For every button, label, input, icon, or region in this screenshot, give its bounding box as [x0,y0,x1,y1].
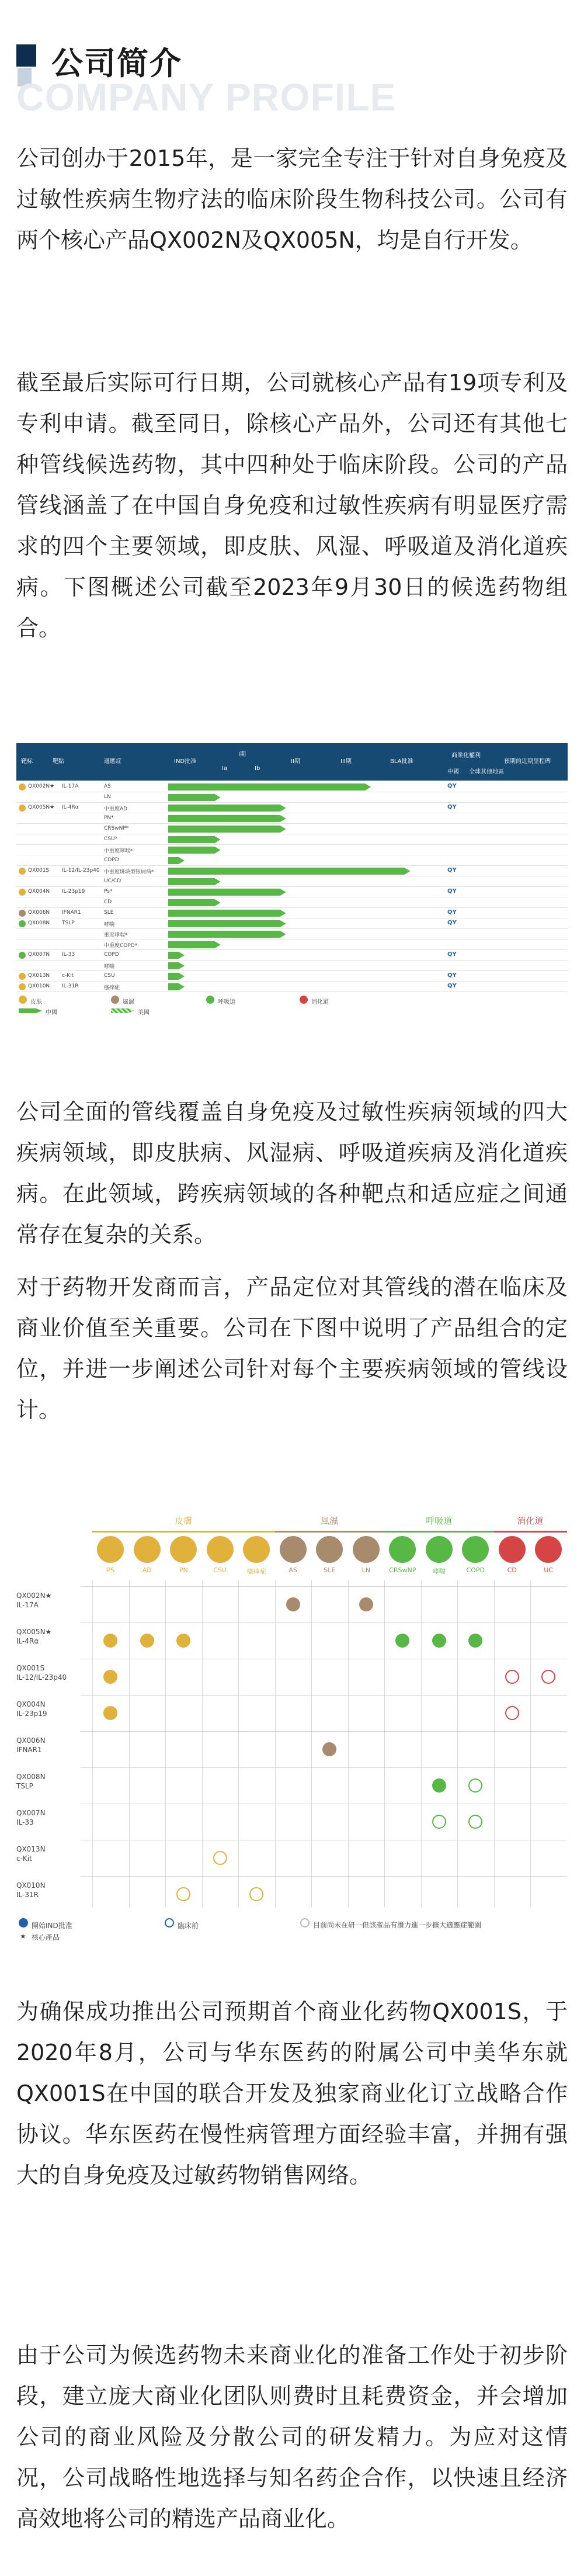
legend-core-label: 核心產品 [32,1933,60,1941]
matrix-mark [103,1634,117,1648]
section-title: 公司简介 [51,45,182,82]
drug-area-dot [19,868,26,875]
pipeline-progress-bar [168,952,185,959]
pipeline-progress-bar [168,878,221,885]
pipeline-progress-bar [168,962,185,969]
rights-logo: QY [447,867,457,873]
drug-name: QX006N [28,910,50,916]
th-site: 靶點 [53,758,64,765]
indication-label: 中重度COPD* [104,943,138,949]
matrix-group-label: 風濕 [275,1509,385,1533]
pipeline-row [16,855,568,866]
indication-label: 瘙痒症 [104,985,120,991]
matrix-row-label: QX002N★ IL-17A [16,1592,52,1609]
pipeline-row [16,982,568,992]
paragraph-coverage: 公司全面的管线覆盖自身免疫及过敏性疾病领域的四大疾病领域，即皮肤病、风湿病、呼吸道疾病及消化道疾病。在此领域，跨疾病领域的各种靶点和适应症之间通常存在复杂的关系。 [16,1099,568,1247]
indication-column-label: CD [507,1566,517,1574]
indication-label: UC/CD [104,878,121,884]
drug-area-dot [19,783,26,791]
th-ind: IND批准 [174,758,197,765]
pipeline-progress-bar [168,941,221,948]
pipeline-progress-bar [168,868,410,875]
paragraph-positioning: 对于药物开发商而言，产品定位对其管线的潜在临床及商业价值至关重要。公司在下图中说明了产品组合的定位，并进一步阐述公司针对每个主要疾病领域的管线设计。 [16,1274,568,1423]
paragraph-commercialization: 由于公司为候选药物未来商业化的准备工作处于初步阶段，建立庞大商业化团队则费时且耗费资金，并会增加公司的商业风险及分散公司的研发精力。为应对这情况，公司战略性地选择与知名药企合作，以快速且经济高效地将公司的精选产品商业化。 [16,2342,568,2532]
indication-label: PN* [104,815,114,821]
pipeline-row [16,866,568,876]
matrix-row-label: QX005N★ IL-4Rα [16,1628,52,1645]
matrix-gridline-v [421,1580,422,1908]
matrix-row-label: QX001S IL-12/IL-23p40 [16,1664,67,1681]
indication-label: CRSwNP* [104,826,129,831]
drug-target: IL-23p19 [62,889,85,895]
pipeline-row [16,950,568,961]
pipeline-progress-bar [168,783,371,791]
legend-ring-dot [165,1918,174,1927]
drug-target: IL-12/IL-23p40 [62,868,100,873]
indication-label: 哮喘 [104,922,115,928]
pipeline-row [16,813,568,824]
pipeline-legend [16,994,568,1018]
indication-icon [207,1536,234,1563]
pipeline-row [16,803,568,813]
indication-icon [389,1536,416,1563]
indication-column-label: COPD [466,1566,485,1574]
indication-icon [134,1536,161,1563]
matrix-mark [176,1634,190,1648]
pipeline-table [16,743,568,1018]
section-header [16,34,577,119]
matrix-mark [140,1634,154,1648]
drug-area-dot [19,952,26,959]
drug-area-dot [19,983,26,990]
drug-area-dot [19,973,26,980]
matrix-gridline-v [348,1580,349,1908]
pipeline-progress-bar [168,889,286,896]
pipeline-row [16,887,568,897]
drug-area-dot [19,920,26,927]
matrix-gridline-v [494,1580,495,1908]
pipeline-progress-bar [168,857,185,864]
pipeline-row [16,939,568,950]
pipeline-progress-bar [168,826,286,833]
pipeline-progress-bar [168,805,286,812]
indication-label: COPD [104,952,119,958]
matrix-group-label: 呼吸道 [384,1509,494,1533]
indication-column-label: PS [106,1566,115,1574]
pipeline-row [16,782,568,792]
matrix-mark [359,1597,373,1611]
paragraph-pipeline: 截至最后实际可行日期，公司就核心产品有19项专利及专利申请。截至同日，除核心产品外，公司还有其他七种管线候选药物，其中四种处于临床阶段。公司的产品管线涵盖了在中国自身免疫和过敏性疾病有明显医疗需求的四个主要领域，即皮肤、风湿、呼吸道及消化道疾病。下图概述公司截至2023年9月30日的候选药物组合。 [16,370,568,641]
indication-label: SLE [104,910,114,916]
th-milestone: 預期的近期里程碑 [504,758,551,765]
matrix-gridline-v [202,1580,203,1908]
rights-logo: QY [447,888,457,895]
drug-name: QX004N [28,889,50,895]
indication-label: CSU [104,973,115,979]
legend-skin-dot [19,996,27,1004]
drug-target: IL-33 [62,952,75,958]
drug-area-dot [19,910,26,917]
matrix-mark [286,1597,300,1611]
legend-cn-label: 中國 [46,1010,57,1016]
pipeline-progress-bar [168,847,221,854]
indication-label: CD [104,899,112,905]
pipeline-progress-bar [168,815,286,822]
matrix-mark [103,1670,117,1684]
indication-label: 哮喘 [104,964,115,970]
th-rights-cn: 中國 [447,769,459,775]
indication-label: 中重度哮喘* [104,848,133,854]
indication-column-label: LN [361,1566,370,1574]
pipeline-progress-bar [168,983,185,990]
pipeline-row [16,897,568,908]
th-rights: 商業化權利 [451,753,481,759]
matrix-gridline-h [81,1876,567,1877]
matrix-mark [213,1851,227,1865]
th-phase2: II期 [291,758,300,765]
drug-target: c-Kit [62,973,74,979]
matrix-mark [395,1634,409,1648]
th-rights-row: 全球其他地區 [469,769,504,775]
rights-logo: QY [447,783,457,789]
matrix-row-label: QX007N IL-33 [16,1809,46,1826]
paragraph-partnership: 为确保成功推出公司预期首个商业化药物QX001S，于2020年8月，公司与华东医药的附属公司中美华东就QX001S在中国的联合开发及独家商业化订立战略合作协议。华东医药在慢性病管理方面经验丰富，并拥有强大的自身免疫及过敏药物销售网络。 [16,1999,568,2188]
matrix-gridline-v [275,1580,276,1908]
rights-logo: QY [447,951,457,958]
matrix-group-label: 消化道 [494,1509,567,1533]
pipeline-row [16,845,568,855]
indication-column-label: SLE [324,1566,336,1574]
matrix-mark [176,1887,190,1901]
legend-gi-dot [300,996,308,1004]
th-target: 靶标 [21,758,33,765]
drug-name: QX013N [28,973,50,979]
matrix-gridline-v [384,1580,385,1908]
indication-column-label: CSU [213,1566,227,1574]
indication-column-label: AD [142,1566,152,1574]
drug-name: QX010N [28,983,50,989]
legend-skin-label: 皮肤 [30,999,42,1006]
drug-target: IFNAR1 [62,910,81,916]
indication-icon [97,1536,124,1563]
pipeline-progress-bar [168,899,221,906]
indication-label: 重度哮喘* [104,932,128,938]
legend-filled-label: 開始IND批准 [32,1922,72,1930]
th-phase1a: Ia [222,765,228,772]
matrix-mark [249,1887,263,1901]
matrix-mark [468,1634,482,1648]
pipeline-row [16,908,568,918]
legend-rheum-label: 風濕 [123,999,134,1006]
matrix-gridline-v [457,1580,458,1908]
legend-cn-bar [19,1008,42,1013]
rights-logo: QY [447,909,457,916]
header-accent-dark [16,44,36,67]
indication-label: LN [104,794,111,800]
matrix-mark [432,1634,446,1648]
indication-label: Ps* [104,889,113,895]
matrix-row-label: QX013N c-Kit [16,1845,46,1863]
matrix-gridline-v [238,1580,239,1908]
th-bla: BLA批准 [390,758,413,765]
matrix-mark [468,1815,482,1829]
matrix-mark [468,1778,482,1793]
matrix-gridline-h [81,1622,567,1623]
matrix-gridline-h [81,1767,567,1768]
matrix-gridline-v [311,1580,312,1908]
pipeline-progress-bar [168,920,286,927]
th-indication: 適應症 [104,758,121,765]
indication-icon [499,1536,526,1563]
drug-target: IL-4Rα [62,805,79,810]
pipeline-row [16,971,568,982]
th-phase1: I期 [238,751,246,758]
indication-icon [462,1536,489,1563]
drug-name: QX005N★ [28,805,55,810]
drug-name: QX002N★ [28,783,55,789]
pipeline-progress-bar [168,836,221,843]
drug-name: QX008N [28,920,50,926]
legend-us-label: 美國 [138,1010,150,1016]
indication-column-label: 哮喘 [432,1568,446,1575]
indication-column-label: 瘙痒症 [246,1568,266,1575]
indication-icon [280,1536,307,1563]
indication-icon [353,1536,380,1563]
indication-icon [170,1536,197,1563]
indication-icon [535,1536,562,1563]
indication-label: COPD [104,857,119,863]
legend-filled-dot [19,1918,28,1927]
indication-label: 中重度AD [104,806,128,812]
matrix-mark [322,1742,336,1756]
legend-rheum-dot [111,996,119,1004]
matrix-gridline-h [81,1586,567,1587]
section-subtitle-en: COMPANY PROFILE [16,75,397,119]
matrix-gridline-h [81,1731,567,1732]
matrix-mark [432,1778,446,1793]
indication-label: 中重度斑块型银屑病* [104,869,154,875]
matrix-gridline-v [129,1580,130,1908]
rights-logo: QY [447,983,457,989]
matrix-mark [505,1706,519,1720]
matrix-gridline-h [81,1695,567,1696]
matrix-gridline-v [92,1580,93,1908]
matrix-row-label: QX008N TSLP [16,1773,46,1790]
drug-area-dot [19,889,26,896]
rights-logo: QY [447,804,457,810]
drug-area-dot [19,805,26,812]
legend-ring-label: 臨床前 [178,1922,199,1930]
rights-logo: QY [447,972,457,979]
indication-label: AS [104,783,111,789]
indication-icon [316,1536,343,1563]
legend-note-dot [300,1918,310,1927]
matrix-mark [541,1670,555,1684]
matrix-mark [432,1815,446,1829]
legend-note-label: 目前尚未在研一但該產品有潛力進一步擴大適應症範圍 [313,1921,482,1929]
rights-logo: QY [447,920,457,926]
indication-column-label: AS [288,1566,297,1574]
pipeline-progress-bar [168,794,221,801]
pipeline-table-header [16,743,568,781]
matrix-row-label: QX010N IL-31R [16,1881,46,1899]
pipeline-row [16,961,568,971]
pipeline-row [16,824,568,834]
pipeline-progress-bar [168,910,286,917]
drug-target: TSLP [62,920,75,926]
pipeline-row [16,834,568,845]
pipeline-progress-bar [168,973,185,980]
indication-column-label: PN [179,1566,188,1574]
legend-us-bar [111,1008,134,1013]
legend-resp-dot [206,996,214,1004]
drug-target: IL-31R [62,983,79,989]
drug-name: QX001S [28,868,50,873]
pipeline-row [16,929,568,939]
indication-column-label: UC [544,1566,554,1574]
th-phase3: III期 [340,758,352,765]
pipeline-row [16,792,568,803]
pipeline-row [16,876,568,887]
matrix-gridline-v [530,1580,531,1908]
matrix-row-label: QX006N IFNAR1 [16,1736,46,1754]
indication-label: CSU* [104,836,118,842]
legend-resp-label: 呼吸道 [218,999,235,1006]
indication-column-label: CRSwNP [389,1566,416,1574]
matrix-gridline-v [165,1580,166,1908]
matrix-mark [103,1706,117,1720]
paragraph-intro: 公司创办于2015年，是一家完全专注于针对自身免疫及过敏性疾病生物疗法的临床阶段生物科技公司。公司有两个核心产品QX002N及QX005N，均是自行开发。 [16,145,568,253]
matrix-mark [505,1670,519,1684]
indication-matrix [16,1499,568,1943]
legend-core-star: ★ [20,1932,26,1940]
th-phase1b: Ib [255,765,260,772]
indication-icon [243,1536,270,1563]
drug-name: QX007N [28,952,50,958]
matrix-row-label: QX004N IL-23p19 [16,1700,47,1718]
indication-icon [426,1536,453,1563]
drug-target: IL-17A [62,783,79,789]
pipeline-progress-bar [168,931,286,938]
matrix-group-label: 皮膚 [92,1509,275,1533]
legend-gi-label: 消化道 [311,999,329,1006]
pipeline-row [16,918,568,929]
